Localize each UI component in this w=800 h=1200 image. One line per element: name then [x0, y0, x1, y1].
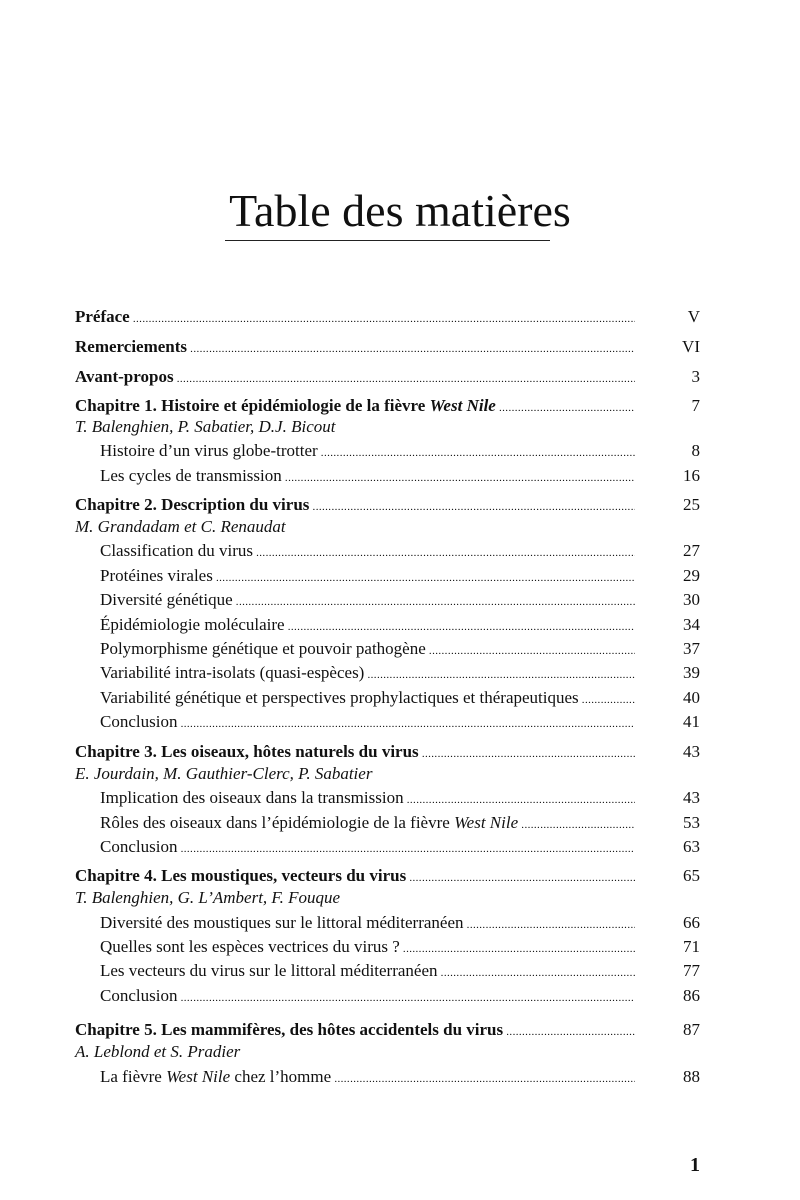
- toc-page-number: 43: [683, 788, 700, 807]
- toc-page-number: 29: [683, 566, 700, 585]
- toc-page-number: 41: [683, 712, 700, 731]
- toc-entry-title: Chapitre 5. Les mammifères, des hôtes accidentels du virus .....: [75, 1018, 635, 1042]
- toc-page-number: 63: [683, 837, 700, 856]
- toc-chapter-5[interactable]: [75, 1018, 700, 1042]
- toc-section[interactable]: [75, 439, 700, 463]
- toc-section[interactable]: [75, 911, 700, 935]
- toc-entry-title: Préface .....: [75, 305, 635, 329]
- toc-section[interactable]: [75, 588, 700, 612]
- toc-entry-title: Avant-propos .....: [75, 365, 635, 389]
- toc-page-number: 77: [683, 961, 700, 980]
- toc-page-number: 16: [683, 466, 700, 485]
- toc-section[interactable]: [75, 710, 700, 734]
- toc-page-number: 66: [683, 913, 700, 932]
- toc-page-number: 27: [683, 541, 700, 560]
- toc-entry-avant-propos[interactable]: [75, 365, 700, 389]
- toc-entry-title: Conclusion .....: [100, 835, 635, 859]
- toc-entry-title: Implication des oiseaux dans la transmission .....: [100, 786, 635, 810]
- toc-chapter-3[interactable]: [75, 740, 700, 764]
- toc-entry-title: Diversité des moustiques sur le littoral méditerranéen .....: [100, 911, 635, 935]
- toc-page-number: 53: [683, 813, 700, 832]
- toc-entry-title: Protéines virales .....: [100, 564, 635, 588]
- toc-page-number: 71: [683, 937, 700, 956]
- toc-entry-title: Chapitre 3. Les oiseaux, hôtes naturels du virus .....: [75, 740, 635, 764]
- toc-page-number: 34: [683, 615, 700, 634]
- page-number: 1: [690, 1154, 700, 1176]
- toc-section[interactable]: [75, 661, 700, 685]
- toc-entry-title: Rôles des oiseaux dans l’épidémiologie de la fièvre West Nile .....: [100, 811, 635, 835]
- chapter-authors: A. Leblond et S. Pradier: [75, 1042, 241, 1061]
- toc-section[interactable]: [75, 984, 700, 1008]
- toc-page-number: 8: [691, 441, 700, 460]
- toc-entry-title: Variabilité intra-isolats (quasi-espèces) .....: [100, 661, 635, 685]
- toc-entry-title: Les cycles de transmission .....: [100, 464, 635, 488]
- toc-entry-title: Histoire d’un virus globe-trotter .....: [100, 439, 635, 463]
- chapter-authors: T. Balenghien, G. L’Ambert, F. Fouque: [75, 888, 341, 907]
- toc-section[interactable]: [75, 1065, 700, 1089]
- toc-section[interactable]: [75, 835, 700, 859]
- toc-page-number: 86: [683, 986, 700, 1005]
- toc-page-number: 39: [683, 663, 700, 682]
- toc-entry-title: Chapitre 2. Description du virus .....: [75, 493, 635, 517]
- toc-entry-title: Diversité génétique .....: [100, 588, 635, 612]
- toc-entry-title: La fièvre West Nile chez l’homme .....: [100, 1065, 635, 1089]
- toc-page-number: 43: [683, 742, 700, 761]
- chapter-authors: T. Balenghien, P. Sabatier, D.J. Bicout: [75, 417, 336, 436]
- toc-page-number: 40: [683, 688, 700, 707]
- toc-entry-title: Chapitre 1. Histoire et épidémiologie de la fièvre West Nile .....: [75, 394, 635, 418]
- toc-entry-title: Conclusion .....: [100, 984, 635, 1008]
- toc-section[interactable]: [75, 811, 700, 835]
- toc-page-number: 87: [683, 1020, 700, 1039]
- toc-page-number: 7: [691, 396, 700, 415]
- toc-section[interactable]: [75, 935, 700, 959]
- toc-chapter-4[interactable]: [75, 864, 700, 888]
- toc-page-number: V: [687, 307, 700, 326]
- toc-page-number: 88: [683, 1067, 700, 1086]
- toc-page-number: VI: [682, 337, 700, 356]
- toc-entry-preface[interactable]: [75, 305, 700, 329]
- toc-chapter-2[interactable]: [75, 493, 700, 517]
- toc-page-number: 25: [683, 495, 700, 514]
- toc-page-number: 37: [683, 639, 700, 658]
- toc-entry-title: Polymorphisme génétique et pouvoir pathogène .....: [100, 637, 635, 661]
- toc-section[interactable]: [75, 686, 700, 710]
- toc-section[interactable]: [75, 464, 700, 488]
- toc-entry-title: Chapitre 4. Les moustiques, vecteurs du virus .....: [75, 864, 635, 888]
- toc-page-number: 30: [683, 590, 700, 609]
- toc-entry-title: Épidémiologie moléculaire .....: [100, 613, 635, 637]
- toc-section[interactable]: [75, 539, 700, 563]
- toc-entry-title: Variabilité génétique et perspectives prophylactiques et thérapeutiques .....: [100, 686, 635, 710]
- chapter-authors: E. Jourdain, M. Gauthier-Clerc, P. Sabatier: [75, 764, 373, 783]
- toc-section[interactable]: [75, 613, 700, 637]
- toc-page-number: 65: [683, 866, 700, 885]
- toc-entry-title: Les vecteurs du virus sur le littoral méditerranéen .....: [100, 959, 635, 983]
- chapter-authors: M. Grandadam et C. Renaudat: [75, 517, 286, 536]
- toc-section[interactable]: [75, 564, 700, 588]
- toc-section[interactable]: [75, 959, 700, 983]
- page-title: Table des matières: [229, 185, 571, 236]
- toc-entry-title: Conclusion .....: [100, 710, 635, 734]
- toc-section[interactable]: [75, 637, 700, 661]
- toc-entry-title: Remerciements .....: [75, 335, 635, 359]
- toc-page-number: 3: [691, 367, 700, 386]
- toc-entry-title: Classification du virus .....: [100, 539, 635, 563]
- title-divider: [225, 240, 550, 241]
- toc-section[interactable]: [75, 786, 700, 810]
- toc-entry-title: Quelles sont les espèces vectrices du virus ? .....: [100, 935, 635, 959]
- toc-entry-remerciements[interactable]: [75, 335, 700, 359]
